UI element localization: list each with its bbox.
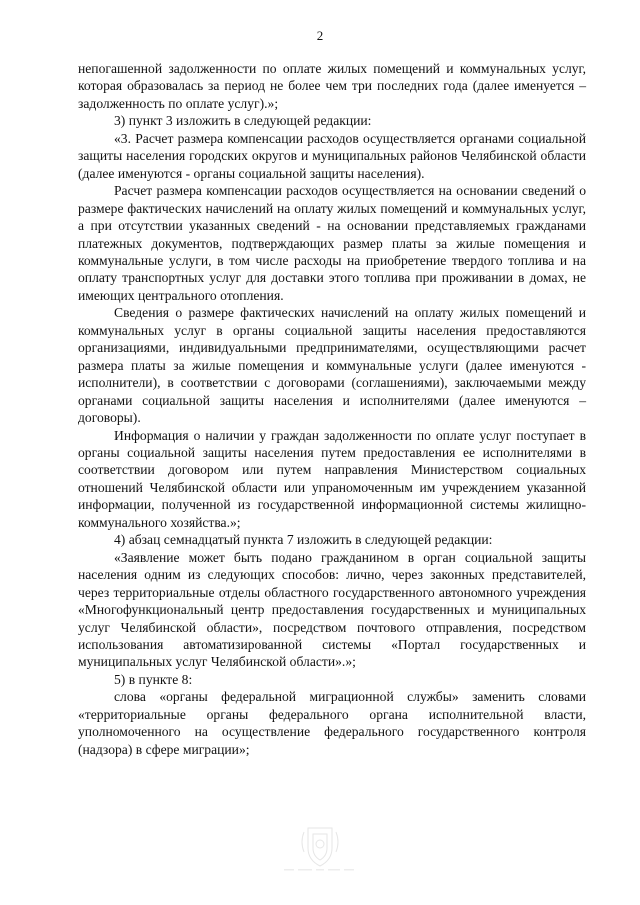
paragraph-9: 5) в пункте 8: bbox=[114, 671, 193, 687]
paragraph-6: Информация о наличии у граждан задолженности по оплате услуг поступает в органы социальной защиты населения путем предоставления ее исполнителями в соответствии договором или путем направления Министерством социальных отношений Челябинской области или упраномоченным им учреждением указанной информации, полученной из государственной информационной системы жилищно-коммунального хозяйства.»; bbox=[78, 427, 586, 530]
document-body bbox=[78, 60, 586, 758]
paragraph-5: Сведения о размере фактических начислений на оплату жилых помещений и коммунальных услуг в органы социальной защиты населения предоставляются организациями, индивидуальными предпринимателями, осуществляющими расчет размера платы за жилые помещения и коммунальные услуги (далее именуются - исполнители), в соответствии с договорами (соглашениями), заключаемыми между органами социальной защиты населения и исполнителями (далее именуются – договоры). bbox=[78, 305, 586, 426]
coat-of-arms-icon bbox=[278, 822, 362, 874]
paragraph-4: Расчет размера компенсации расходов осуществляется на основании сведений о размере фактических начислений на оплату жилых помещений и коммунальных услуг, а при отсутствии указанных сведений - на основании представляемых гражданами платежных документов, подтверждающих размер платы за жилые помещения и коммунальные услуги, в том числе расходы на приобретение твердого топлива и на оплату транспортных услуг для доставки этого топлива при проживании в домах, не имеющих центрального отопления. bbox=[78, 183, 586, 303]
paragraph-10: слова «органы федеральной миграционной службы» заменить словами «территориальные органы федерального органа исполнительной власти, уполномоченного на осуществление федерального государственного контроля (надзора) в сфере миграции»; bbox=[78, 689, 586, 757]
paragraph-7: 4) абзац семнадцатый пункта 7 изложить в следующей редакции: bbox=[114, 532, 493, 548]
paragraph-2: 3) пункт 3 изложить в следующей редакции: bbox=[114, 113, 372, 129]
paragraph-8: «Заявление может быть подано гражданином в орган социальной защиты населения одним из следующих способов: лично, через законных представителей, через территориальные отделы областного государственного автономного учреждения «Многофункциональный центр предоставления государственных и муниципальных услуг Челябинской области», посредством почтового отправления, посредством использования автоматизированной системы «Портал государственных и муниципальных услуг Челябинской области».»; bbox=[78, 549, 586, 670]
page-number: 2 bbox=[316, 28, 324, 43]
paragraph-1: непогашенной задолженности по оплате жилых помещений и коммунальных услуг, которая образовалась за период не более чем три последних года (далее именуется – задолженность по оплате услуг).»; bbox=[78, 61, 586, 111]
paragraph-3: «3. Расчет размера компенсации расходов осуществляется органами социальной защиты населения городских округов и муниципальных районов Челябинской области (далее именуются - органы социальной защиты населения). bbox=[78, 130, 586, 181]
